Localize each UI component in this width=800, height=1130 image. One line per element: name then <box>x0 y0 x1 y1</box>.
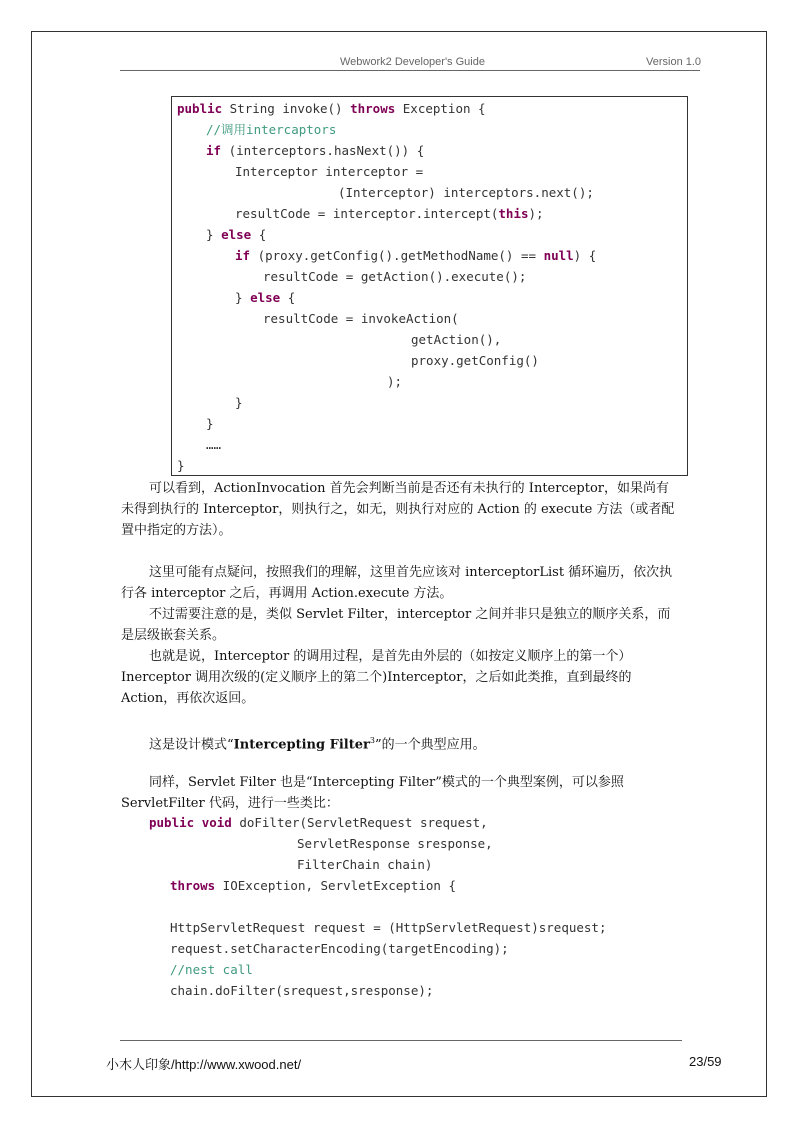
code-line: } <box>235 395 243 410</box>
code-line: Interceptor interceptor = <box>235 164 424 179</box>
code-line: public void doFilter(ServletRequest srequest, <box>149 815 488 830</box>
code-line: resultCode = interceptor.intercept(this); <box>235 206 544 221</box>
header-rule <box>120 70 700 71</box>
code-line: FilterChain chain) <box>297 857 433 872</box>
code-line: ServletResponse sresponse, <box>297 836 493 851</box>
paragraph: 可以看到，ActionInvocation 首先会判断当前是否还有未执行的 Interceptor，如果尚有未得到执行的 Interceptor，则执行之，如无，则执行对应的 Action 的 execute 方法（或者配置中指定的方法）。 <box>121 481 675 538</box>
code-line: …… <box>206 437 222 452</box>
paragraph: 也就是说，Interceptor 的调用过程，是首先由外层的（如按定义顺序上的第一个）Inerceptor 调用次级的(定义顺序上的第二个)Interceptor，之后如此类推，直到最终的 Action，再依次返回。 <box>121 649 632 706</box>
code-line: throws IOException, ServletException { <box>170 878 456 893</box>
code-line: } <box>206 416 214 431</box>
footer-rule <box>120 1040 682 1041</box>
paragraph: 同样，Servlet Filter 也是“Intercepting Filter”模式的一个典型案例，可以参照 ServletFilter 代码，进行一些类比： <box>121 775 624 811</box>
code-line: chain.doFilter(srequest,sresponse); <box>170 983 434 998</box>
code-line: if (interceptors.hasNext()) { <box>206 143 425 158</box>
code-line: (Interceptor) interceptors.next(); <box>338 185 594 200</box>
code-comment: //nest call <box>170 962 253 977</box>
code-line: resultCode = invokeAction( <box>263 311 459 326</box>
code-line: resultCode = getAction().execute(); <box>263 269 527 284</box>
header-title: Webwork2 Developer's Guide <box>340 56 485 68</box>
code-comment: //调用intercaptors <box>206 122 337 137</box>
paragraph: 这是设计模式“Intercepting Filter$^3$”的一个典型应用。 <box>149 736 486 753</box>
paragraph: 这里可能有点疑问，按照我们的理解，这里首先应该对 interceptorList 循环遍历，依次执行各 interceptor 之后，再调用 Action.execute 方法。 <box>121 565 673 601</box>
code-line: if (proxy.getConfig().getMethodName() == null) { <box>235 248 597 263</box>
code-line: getAction(), <box>411 332 502 347</box>
code-line: proxy.getConfig() <box>411 353 539 368</box>
header-version: Version 1.0 <box>646 56 702 68</box>
code-line: public String invoke() throws Exception { <box>177 101 486 116</box>
code-line: HttpServletRequest request = (HttpServletRequest)srequest; <box>170 920 607 935</box>
code-line: } else { <box>206 227 267 242</box>
page-number: 23/59 <box>689 1054 722 1069</box>
code-line: request.setCharacterEncoding(targetEncoding); <box>170 941 509 956</box>
footer-site: 小木人印象/http://www.xwood.net/ <box>106 1057 302 1072</box>
code-line: } <box>177 458 185 473</box>
paragraph: 不过需要注意的是，类似 Servlet Filter，interceptor 之间并非只是独立的顺序关系，而是层级嵌套关系。 <box>121 607 671 643</box>
code-line: ); <box>387 374 403 389</box>
code-line: } else { <box>235 290 296 305</box>
